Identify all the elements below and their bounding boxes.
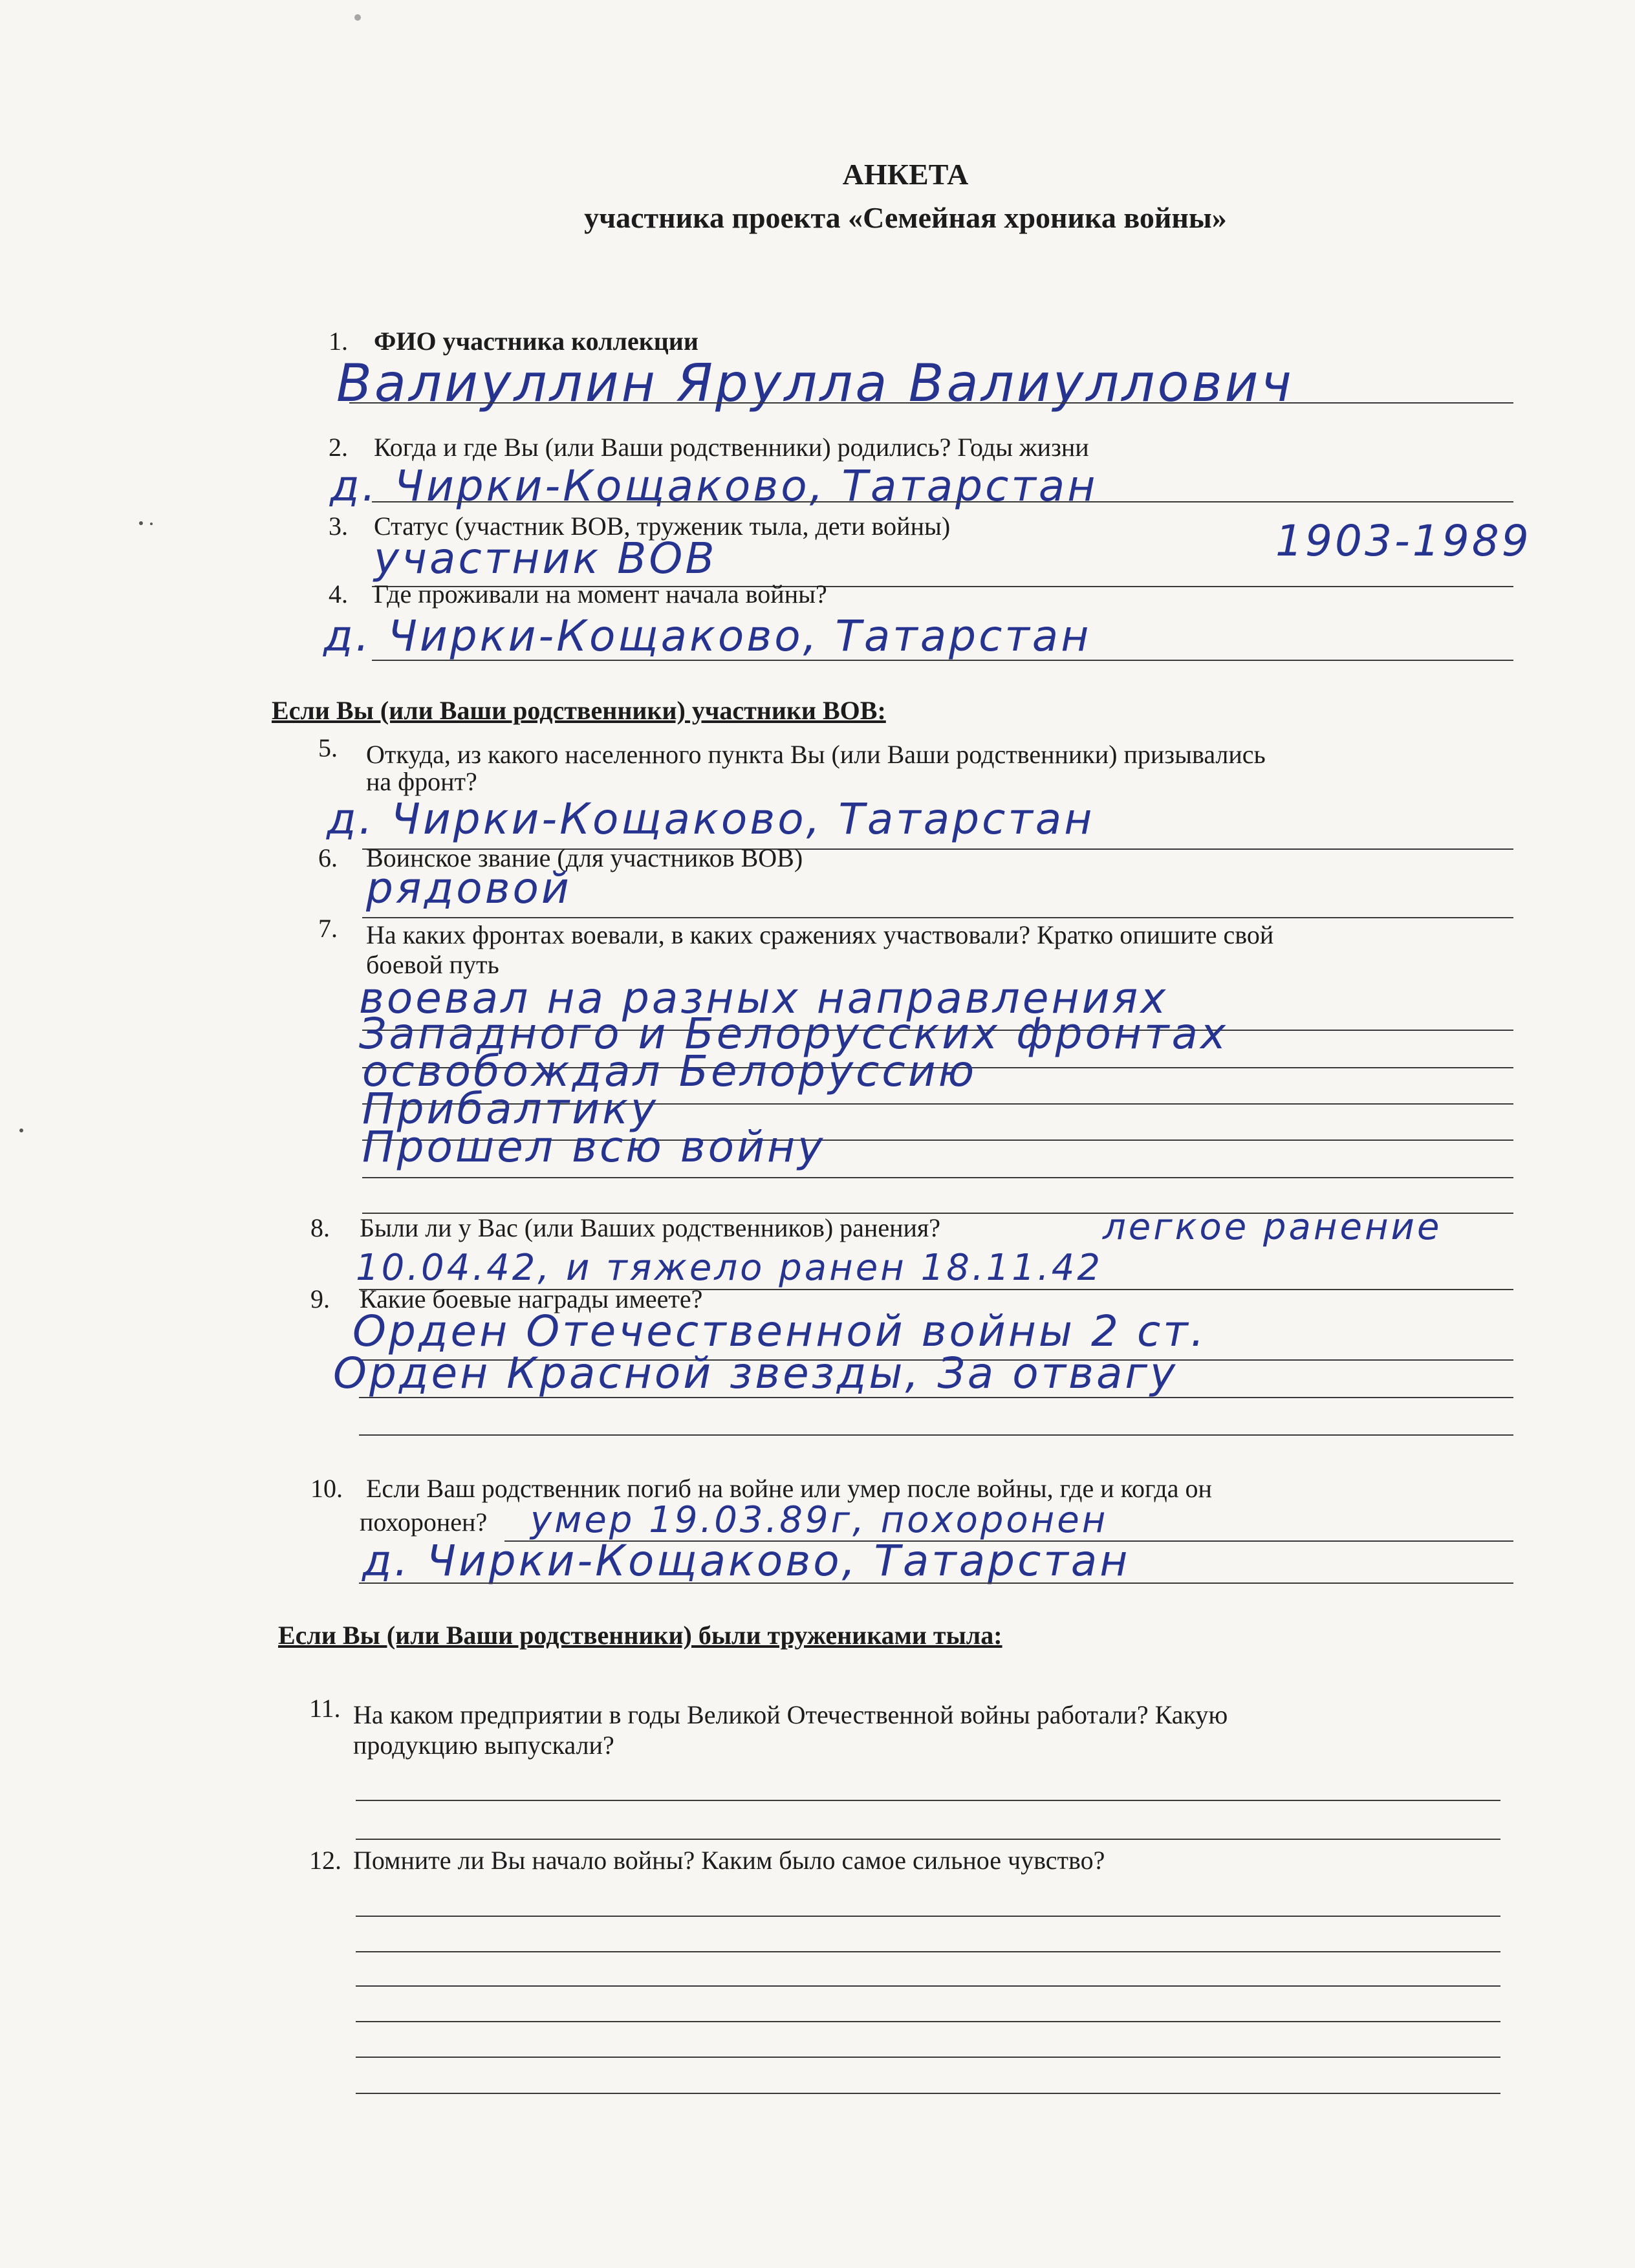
answer-6[interactable]: рядовой: [366, 863, 572, 913]
answer-line: [356, 1951, 1500, 1952]
answer-10-line-1[interactable]: умер 19.03.89г, похоронен: [530, 1499, 1109, 1541]
question-10: Если Ваш родственник погиб на войне или умер после войны, где и когда он: [366, 1474, 1212, 1503]
answer-line: [356, 2057, 1500, 2058]
question-5-cont: на фронт?: [366, 767, 477, 796]
answer-9-line-1[interactable]: Орден Отечественной войны 2 ст.: [352, 1306, 1207, 1356]
question-1: ФИО участника коллекции: [374, 327, 698, 356]
answer-2-years[interactable]: 1903-1989: [1275, 516, 1532, 566]
answer-3[interactable]: участник ВОВ: [374, 534, 717, 583]
section-heading-veterans: Если Вы (или Ваши родственники) участники ВОВ:: [272, 696, 886, 725]
answer-7-line-3[interactable]: освобождал Белоруссию: [362, 1046, 977, 1096]
question-number: 10.: [310, 1474, 343, 1503]
answer-8-line-1[interactable]: легкое ранение: [1103, 1206, 1442, 1248]
answer-line: [349, 402, 1513, 404]
question-7-cont: боевой путь: [366, 950, 499, 979]
question-6: Воинское звание (для участников ВОВ): [366, 843, 803, 872]
question-number: 2.: [329, 433, 348, 462]
scan-speck: [19, 1129, 23, 1132]
scan-speck: [139, 521, 143, 525]
answer-4[interactable]: д. Чирки-Кощаково, Татарстан: [323, 611, 1092, 661]
question-number: 7.: [318, 914, 338, 943]
question-number: 6.: [318, 843, 338, 872]
question-number: 4.: [329, 579, 348, 609]
answer-line: [356, 1916, 1500, 1917]
question-number: 8.: [310, 1213, 330, 1242]
question-2: Когда и где Вы (или Ваши родственники) родились? Годы жизни: [374, 433, 1089, 462]
question-11-cont: продукцию выпускали?: [353, 1731, 614, 1760]
answer-7-line-5[interactable]: Прошел всю войну: [362, 1122, 826, 1172]
answer-line: [356, 1839, 1500, 1840]
answer-8-line-2[interactable]: 10.04.42, и тяжело ранен 18.11.42: [356, 1247, 1103, 1289]
answer-1[interactable]: Валиуллин Ярулла Валиуллович: [336, 353, 1294, 413]
answer-line: [362, 1177, 1513, 1178]
scan-speck: [354, 14, 361, 21]
question-11: На каком предприятии в годы Великой Отечественной войны работали? Какую: [353, 1700, 1228, 1729]
question-number: 5.: [318, 733, 338, 762]
question-number: 11.: [309, 1694, 341, 1723]
question-8: Были ли у Вас (или Ваших родственников) ранения?: [360, 1213, 941, 1242]
answer-line: [372, 660, 1513, 661]
answer-line: [359, 1582, 1513, 1584]
question-12: Помните ли Вы начало войны? Каким было самое сильное чувство?: [353, 1846, 1105, 1875]
question-3: Статус (участник ВОВ, труженик тыла, дети войны): [374, 512, 951, 541]
question-number: 3.: [329, 512, 348, 541]
answer-line: [356, 1985, 1500, 1987]
answer-7-line-1[interactable]: воевал на разных направлениях: [359, 973, 1169, 1023]
question-7: На каких фронтах воевали, в каких сражениях участвовали? Кратко опишите свой: [366, 920, 1274, 949]
answer-7-line-4[interactable]: Прибалтику: [362, 1084, 659, 1134]
answer-line: [359, 1397, 1513, 1398]
question-4: Где проживали на момент начала войны?: [374, 579, 827, 609]
answer-line: [356, 2021, 1500, 2022]
scan-speck: [150, 523, 153, 525]
question-9: Какие боевые награды имеете?: [360, 1284, 703, 1313]
answer-line: [372, 501, 1513, 502]
answer-line: [359, 1434, 1513, 1436]
answer-5[interactable]: д. Чирки-Кощаково, Татарстан: [327, 794, 1095, 844]
page-title: АНКЕТА: [842, 158, 969, 191]
question-5: Откуда, из какого населенного пункта Вы (или Ваши родственники) призывались: [366, 740, 1266, 769]
answer-line: [362, 917, 1513, 918]
section-heading-home-front: Если Вы (или Ваши родственники) были тружениками тыла:: [278, 1621, 1002, 1650]
answer-10-line-2[interactable]: д. Чирки-Кощаково, Татарстан: [362, 1536, 1131, 1586]
question-10-cont: похоронен?: [360, 1507, 488, 1537]
answer-7-line-2[interactable]: Западного и Белорусских фронтах: [359, 1009, 1229, 1059]
question-number: 1.: [329, 327, 348, 356]
answer-2[interactable]: д. Чирки-Кощаково, Татарстан: [330, 461, 1098, 511]
answer-line: [356, 1800, 1500, 1801]
page-subtitle: участника проекта «Семейная хроника войны»: [584, 201, 1227, 234]
answer-line: [356, 2093, 1500, 2094]
question-number: 9.: [310, 1284, 330, 1313]
question-number: 12.: [309, 1846, 341, 1875]
answer-9-line-2[interactable]: Орден Красной звезды, За отвагу: [333, 1348, 1178, 1398]
